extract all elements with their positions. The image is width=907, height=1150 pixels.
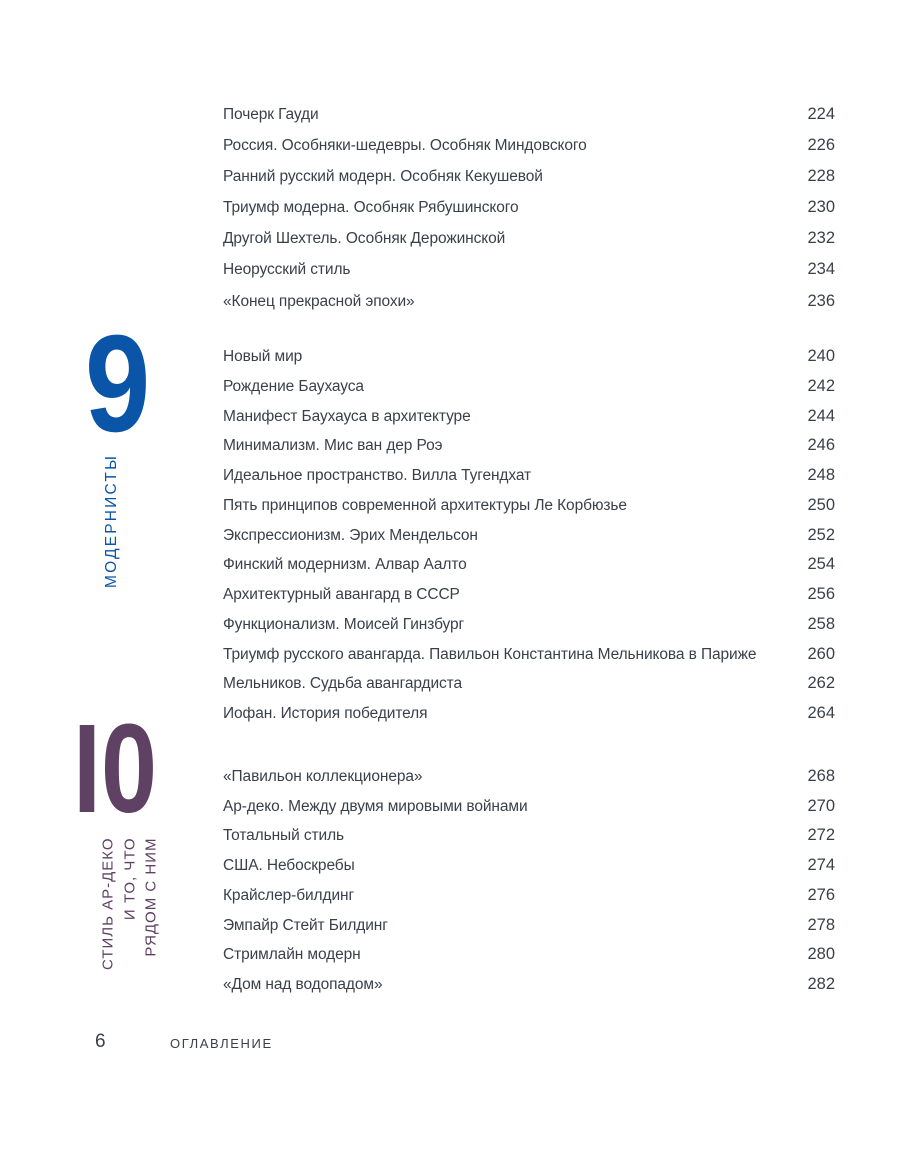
entry-page-number: 254	[807, 555, 835, 574]
toc-entry	[223, 940, 835, 970]
toc-entry	[223, 669, 835, 699]
entry-page-number: 274	[807, 856, 835, 875]
entry-title: Эмпайр Стейт Билдинг	[223, 916, 388, 934]
entry-page-number: 268	[807, 767, 835, 785]
entry-page-number: 224	[807, 105, 835, 123]
entry-page-number: 280	[807, 945, 835, 964]
entry-page-number: 236	[807, 291, 835, 310]
chapter-10-title	[98, 838, 163, 988]
toc-section-10	[223, 762, 835, 1000]
entry-page-number: 256	[807, 585, 835, 603]
entry-page-number: 248	[807, 466, 835, 484]
toc-entry	[223, 402, 835, 432]
entry-title: Пять принципов современной архитектуры Ле Корбюзье	[223, 496, 627, 514]
toc-entry	[223, 792, 835, 822]
entry-title: «Конец прекрасной эпохи»	[223, 292, 415, 310]
entry-title: Рождение Баухауса	[223, 377, 364, 395]
chapter-10-title-line: РЯДОМ С НИМ	[142, 837, 160, 957]
entry-title: Минимализм. Мис ван дер Роэ	[223, 437, 443, 455]
toc-entry	[223, 99, 835, 130]
footer-section-label: ОГЛАВЛЕНИЕ	[170, 1036, 273, 1051]
toc-entry	[223, 223, 835, 254]
entry-page-number: 230	[807, 198, 835, 217]
entry-title: Ранний русский модерн. Особняк Кекушевой	[223, 168, 543, 186]
entry-page-number: 228	[807, 167, 835, 186]
toc-entry	[223, 130, 835, 161]
toc-section-9	[223, 342, 835, 729]
toc-entry	[223, 762, 835, 792]
entry-page-number: 278	[807, 915, 835, 934]
toc-entry	[223, 821, 835, 851]
toc-entry	[223, 491, 835, 521]
entry-title: Новый мир	[223, 348, 303, 365]
entry-page-number: 264	[807, 704, 835, 722]
entry-title: Триумф модерна. Особняк Рябушинского	[223, 199, 519, 217]
toc-entry	[223, 521, 835, 551]
chapter-9-number: 9	[85, 307, 151, 461]
entry-page-number: 270	[807, 796, 835, 815]
entry-page-number: 240	[807, 347, 835, 365]
toc-entry	[223, 580, 835, 610]
entry-page-number: 246	[807, 436, 835, 455]
entry-page-number: 282	[807, 974, 835, 993]
entry-title: Тотальный стиль	[223, 827, 344, 845]
entry-page-number: 260	[807, 644, 835, 663]
chapter-10-number: I0	[73, 698, 158, 839]
entry-page-number: 258	[807, 614, 835, 633]
toc-entry	[223, 640, 835, 670]
entry-title: Стримлайн модерн	[223, 946, 361, 964]
entry-title: Россия. Особняки-шедевры. Особняк Миндовского	[223, 137, 587, 155]
entry-title: Крайслер-билдинг	[223, 886, 355, 904]
toc-entry	[223, 342, 835, 372]
toc-entry	[223, 254, 835, 285]
entry-title: Идеальное пространство. Вилла Тугендхат	[223, 467, 532, 484]
toc-entry	[223, 699, 835, 729]
toc-entry	[223, 881, 835, 911]
entry-title: «Дом над водопадом»	[223, 975, 383, 993]
entry-title: Ар-деко. Между двумя мировыми войнами	[223, 797, 528, 815]
entry-title: «Павильон коллекционера»	[223, 768, 423, 785]
chapter-9-title-line: МОДЕРНИСТЫ	[103, 454, 120, 589]
entry-title: Функционализм. Моисей Гинзбург	[223, 615, 465, 633]
chapter-9-title	[101, 451, 123, 591]
entry-page-number: 232	[807, 229, 835, 248]
toc-entry	[223, 431, 835, 461]
toc-entry	[223, 970, 835, 1000]
toc-entry	[223, 372, 835, 402]
chapter-10-title-line: СТИЛЬ АР-ДЕКО	[99, 837, 117, 971]
toc-entry	[223, 286, 835, 317]
entry-page-number: 250	[807, 495, 835, 514]
entry-page-number: 242	[807, 376, 835, 395]
toc-entry	[223, 851, 835, 881]
toc-entry	[223, 161, 835, 192]
entry-page-number: 276	[807, 885, 835, 904]
entry-page-number: 234	[807, 260, 835, 279]
entry-title: Мельников. Судьба авангардиста	[223, 675, 463, 693]
entry-title: США. Небоскребы	[223, 857, 355, 875]
entry-page-number: 252	[807, 525, 835, 544]
entry-page-number: 244	[807, 406, 835, 425]
entry-title: Иофан. История победителя	[223, 705, 428, 722]
entry-title: Другой Шехтель. Особняк Дерожинской	[223, 230, 506, 248]
entry-title: Архитектурный авангард в СССР	[223, 586, 460, 603]
toc-entry	[223, 911, 835, 941]
chapter-10-title-line: И ТО, ЧТО	[121, 837, 139, 921]
toc-entry	[223, 461, 835, 491]
toc-entry	[223, 550, 835, 580]
entry-title: Триумф русского авангарда. Павильон Константина Мельникова в Париже	[223, 645, 757, 663]
entry-title: Манифест Баухауса в архитектуре	[223, 407, 471, 425]
entry-title: Неорусский стиль	[223, 261, 351, 279]
footer-page-number: 6	[95, 1031, 106, 1052]
entry-page-number: 226	[807, 136, 835, 155]
entry-title: Почерк Гауди	[223, 106, 319, 123]
toc-section-continued	[223, 99, 835, 317]
toc-entry	[223, 192, 835, 223]
entry-page-number: 272	[807, 826, 835, 845]
entry-title: Экспрессионизм. Эрих Мендельсон	[223, 526, 478, 544]
entry-page-number: 262	[807, 674, 835, 693]
toc-entry	[223, 610, 835, 640]
entry-title: Финский модернизм. Алвар Аалто	[223, 556, 467, 574]
